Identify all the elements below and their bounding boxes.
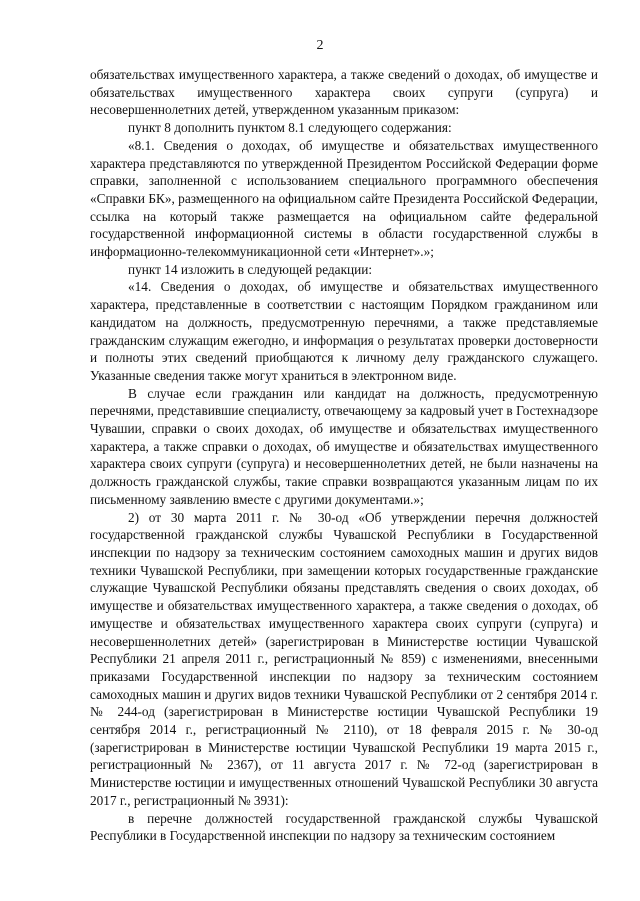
paragraph-list-amendment: в перечне должностей государственной гражданской службы Чувашской Республики в Государственной инспекции по надзору за техническим состоянием (90, 810, 598, 844)
paragraph-point-14-return: В случае если гражданин или кандидат на должность, предусмотренную перечнями, представившие специалисту, отвечающему за кадровый учет в Гостехнадзоре Чувашии, справки о своих доходах, об имуществе и обязательствах имущественного характера, а также справки о доходах, об имуществе и обязательствах имущественного характера своих супруги (супруга) и несовершеннолетних детей, не были назначены на должность гражданской службы, такие справки возвращаются указанным лицам по их письменному заявлению вместе с другими документами.»; (90, 385, 598, 507)
paragraph-point-8-instruction: пункт 8 дополнить пунктом 8.1 следующего содержания: (128, 120, 452, 136)
paragraph-point-14: «14. Сведения о доходах, об имуществе и обязательствах имущественного характера, представленные в соответствии с настоящим Порядком гражданином или кандидатом на должность, предусмотренную перечнями, а также представляемые гражданским служащим ежегодно, и информация о результатах проверки достоверности и полноты этих сведений приобщаются к личному делу гражданского служащего. Указанные сведения также могут храниться в электронном виде. (90, 279, 598, 383)
paragraph-point-14-instruction: пункт 14 изложить в следующей редакции: (128, 261, 373, 277)
paragraph-item-2-order: 2) от 30 марта 2011 г. № 30-од «Об утверждении перечня должностей государственной гражданской службы Чувашской Республики в Государственной инспекции по надзору за техническим состоянием самоходных машин и других видов техники Чувашской Республики, при замещении которых государственные гражданские служащие Чувашской Республики обязаны представлять сведения о своих доходах, об имуществе и обязательствах имущественного характера, а также сведения о доходах, об имуществе и обязательствах имущественного характера своих супруги (супруга) и несовершеннолетних детей» (зарегистрирован в Министерстве юстиции Чувашской Республики 21 апреля 2011 г., регистрационный № 859) с изменениями, внесенными приказами Государственной инспекции по надзору за техническим состоянием самоходных машин и других видов техники Чувашской Республики от 2 сентября 2014 г. № 244-од (зарегистрирован в Министерстве юстиции Чувашской Республики 19 сентября 2014 г., регистрационный № 2110), от 18 февраля 2015 г. № 30-од (зарегистрирован в Министерстве юстиции Чувашской Республики 19 марта 2015 г., регистрационный № 2367), от 11 августа 2017 г. № 72-од (зарегистрирован в Министерстве юстиции и имущественных отношений Чувашской Республики 30 августа 2017 г., регистрационный № 3931): (90, 509, 598, 808)
paragraph-point-8-1: «8.1. Сведения о доходах, об имуществе и обязательствах имущественного характера представляются по утвержденной Президентом Российской Федерации форме справки, заполненной с использованием специального программного обеспечения «Справки БК», размещенного на официальном сайте Президента Российской Федерации, ссылка на который также размещается на официальном сайте федеральной государственной информационной системы в области государственной службы в информационно-телекоммуникационной сети «Интернет».»; (90, 137, 598, 260)
paragraph-intro-continuation: обязательствах имущественного характера, а также сведений о доходах, об имуществе и обязательствах имущественного характера своих супруги (супруга) и несовершеннолетних детей, утвержденном указанным приказом: (90, 67, 598, 118)
page-number: 2 (316, 38, 324, 53)
document-body (90, 66, 598, 845)
